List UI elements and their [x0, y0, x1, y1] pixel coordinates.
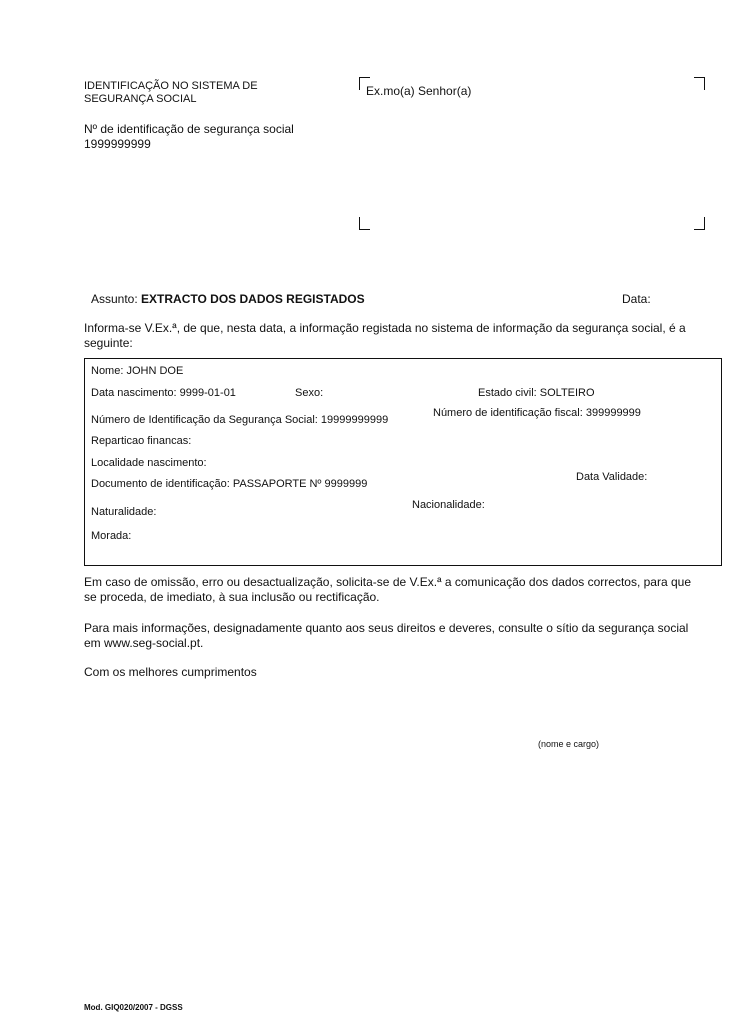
record-documento: Documento de identificação: PASSAPORTE Nº 9999999	[91, 478, 368, 490]
addressee: Ex.mo(a) Senhor(a)	[366, 84, 472, 98]
record-localidade: Localidade nascimento:	[91, 457, 207, 469]
omission-paragraph	[84, 575, 730, 605]
record-niss: Número de Identificação da Segurança Social: 19999999999	[91, 414, 389, 426]
address-corner-bottom-right	[694, 217, 705, 230]
address-corner-bottom-left	[359, 217, 370, 230]
ss-number-label: Nº de identificação de segurança social	[84, 122, 294, 136]
record-morada: Morada:	[91, 530, 132, 542]
record-data-validade: Data Validade:	[576, 471, 648, 483]
record-data-nascimento: Data nascimento: 9999-01-01	[91, 387, 236, 399]
subject-value: EXTRACTO DOS DADOS REGISTADOS	[141, 292, 365, 306]
record-nome: Nome: JOHN DOE	[91, 365, 184, 377]
omission-line2: se proceda, de imediato, à sua inclusão ou rectificação.	[84, 590, 380, 604]
record-nacionalidade: Nacionalidade:	[412, 499, 485, 511]
intro-paragraph	[84, 321, 730, 351]
info-paragraph	[84, 621, 730, 651]
omission-line1: Em caso de omissão, erro ou desactualização, solicita-se de V.Ex.ª a comunicação dos dados correctos, para que	[84, 575, 691, 589]
identification-title-line2: SEGURANÇA SOCIAL	[84, 93, 197, 105]
identification-title	[84, 80, 258, 106]
record-estado-civil: Estado civil: SOLTEIRO	[478, 387, 595, 399]
record-naturalidade: Naturalidade:	[91, 506, 157, 518]
closing-text: Com os melhores cumprimentos	[84, 665, 257, 679]
signature-caption: (nome e cargo)	[538, 739, 600, 749]
intro-line2: seguinte:	[84, 336, 133, 350]
address-corner-top-right	[694, 77, 705, 90]
ss-number-block	[84, 122, 294, 152]
record-nif: Número de identificação fiscal: 399999999	[433, 407, 641, 419]
date-label: Data:	[622, 292, 651, 306]
record-reparticao: Reparticao financas:	[91, 435, 192, 447]
intro-line1: Informa-se V.Ex.ª, de que, nesta data, a informação registada no sistema de informação da segurança social, é a	[84, 321, 686, 335]
info-line2: em www.seg-social.pt.	[84, 636, 204, 650]
subject-line	[91, 292, 365, 307]
subject-label: Assunto:	[91, 292, 138, 306]
identification-title-line1: IDENTIFICAÇÃO NO SISTEMA DE	[84, 80, 258, 92]
info-line1: Para mais informações, designadamente quanto aos seus direitos e deveres, consulte o sítio da segurança social	[84, 621, 689, 635]
model-code: Mod. GIQ020/2007 - DGSS	[84, 1003, 183, 1012]
record-sexo: Sexo:	[295, 387, 324, 399]
ss-number-value: 1999999999	[84, 137, 151, 151]
